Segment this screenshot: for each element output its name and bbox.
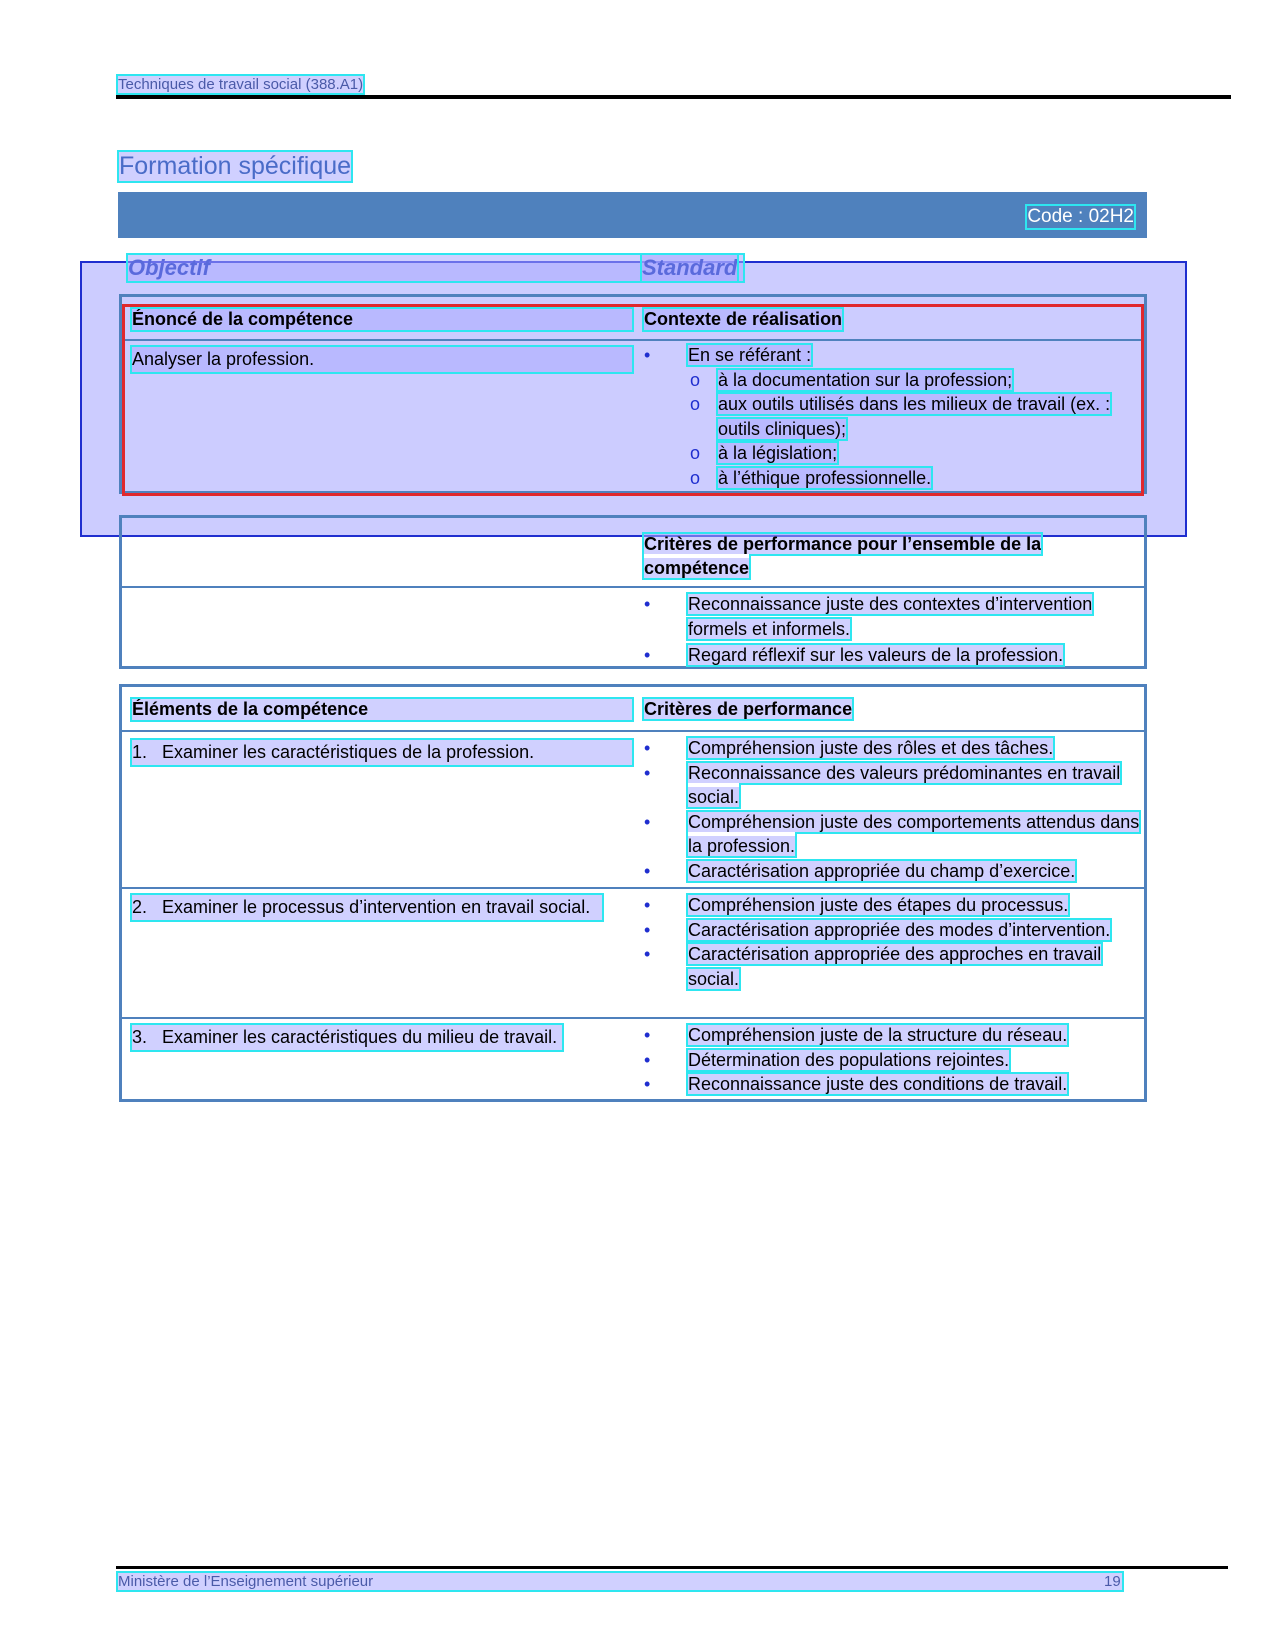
performance-criteria-header: Critères de performance <box>644 699 853 719</box>
overall-criteria-table <box>119 515 1147 669</box>
element-text: Examiner les caractéristiques de la profession. <box>162 742 535 762</box>
footer-ministry: Ministère de l’Enseignement supérieur <box>118 1573 1122 1590</box>
criterion-item: Compréhension juste des étapes du processus. <box>688 895 1069 915</box>
overall-criteria-list <box>644 592 1144 668</box>
context-intro: En se référant : <box>688 345 812 365</box>
element-text: Examiner le processus d’intervention en travail social. <box>162 897 591 917</box>
criterion-item: Compréhension juste des comportements attendus dans la profession. <box>688 811 1140 856</box>
criterion-item: Reconnaissance des valeurs prédominantes en travail social. <box>688 762 1121 807</box>
element-number: 1. <box>132 742 148 762</box>
elements-table <box>119 684 1147 1102</box>
competence-code: Code : 02H2 <box>1027 206 1134 227</box>
footer-divider <box>116 1566 1228 1569</box>
criteria-list-2 <box>644 893 1144 991</box>
element-row-1 <box>132 740 632 765</box>
criterion-item: Caractérisation appropriée des approches en travail social. <box>688 944 1102 989</box>
context-item: à l’éthique professionnelle. <box>718 467 932 488</box>
competence-statement-header: Énoncé de la compétence <box>132 309 632 330</box>
criterion-item: Compréhension juste des rôles et des tâches. <box>688 738 1054 758</box>
element-number: 2. <box>132 897 148 917</box>
context-item: à la documentation sur la profession; <box>718 369 1013 390</box>
section-title: Formation spécifique <box>119 152 352 180</box>
element-number: 3. <box>132 1027 148 1047</box>
criterion-item: Reconnaissance juste des conditions de travail. <box>688 1074 1068 1094</box>
overall-criteria-header: Critères de performance pour l’ensemble de la compétence <box>644 534 1042 578</box>
criterion-item: Caractérisation appropriée du champ d’exercice. <box>688 860 1076 881</box>
criterion-item: Compréhension juste de la structure du réseau. <box>688 1025 1068 1045</box>
objectif-label: Objectif <box>128 255 743 281</box>
criterion-item: Regard réflexif sur les valeurs de la profession. <box>688 645 1064 665</box>
context-item: à la législation; <box>718 443 838 463</box>
criterion-item: Reconnaissance juste des contextes d’intervention formels et informels. <box>688 594 1093 639</box>
document-header: Techniques de travail social (388.A1) <box>118 76 364 93</box>
element-row-3 <box>132 1025 562 1050</box>
criterion-item: Détermination des populations rejointes. <box>688 1049 1010 1070</box>
criteria-list-1 <box>644 736 1144 883</box>
competence-statement: Analyser la profession. <box>132 347 632 372</box>
context-item: aux outils utilisés dans les milieux de travail (ex. : outils cliniques); <box>718 394 1111 439</box>
code-bar <box>118 192 1147 238</box>
criterion-item: Caractérisation appropriée des modes d’intervention. <box>688 919 1111 940</box>
standard-label: Standard <box>642 255 738 280</box>
header-divider <box>116 95 1231 99</box>
element-text: Examiner les caractéristiques du milieu de travail. <box>162 1027 558 1047</box>
page-number: 19 <box>1104 1573 1121 1590</box>
highlight-frame <box>122 304 1144 496</box>
context-header: Contexte de réalisation <box>644 309 843 329</box>
criteria-list-3 <box>644 1023 1144 1097</box>
element-row-2 <box>132 895 602 920</box>
elements-header: Éléments de la compétence <box>132 699 632 720</box>
